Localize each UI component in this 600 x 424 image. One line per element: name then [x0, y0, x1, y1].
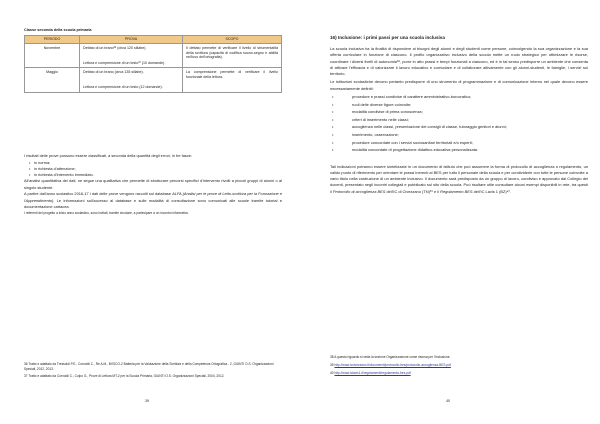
- cell-periodo: Novembre: [25, 44, 80, 68]
- list-item: • ruoli delle diverse figure coinvolte;: [352, 102, 588, 108]
- list-item: • in richiesta d'intervento immediato.: [34, 172, 282, 178]
- right-body-text: [330, 46, 588, 197]
- cell-prova: [80, 68, 183, 92]
- institutions-paragraph: Le istituzioni scolastiche devono pertanto predisporre di uno strumento di programmazione e di comunicazione interno nel quale devono essere necessariamente definiti:: [330, 79, 588, 91]
- prova-dettato: Dettato di un brano³⁶ (circa 120 sillabe).: [83, 46, 147, 50]
- list-item: • modalità condivise di prima conoscenza;: [352, 109, 588, 115]
- left-footnotes: [24, 362, 282, 382]
- list-item: • in norma;: [34, 160, 282, 166]
- prova-lettura: Lettura e comprensione di un testo³⁷ (10 domande).: [83, 60, 166, 65]
- list-item: • procedure e prassi condivise di carattere amministrativo-burocratico;: [352, 94, 588, 100]
- right-page: [300, 0, 600, 424]
- protocol-paragraph: Tali indicazioni potranno essere sintetizzate in un documento di istituto che può assumere la forma di protocollo di accoglienza o regolamento, un valido punto di riferimento per orientare le prassi inerenti ai BES per tutto il personale della scuola e per condividerle con tutte le persone coinvolte a vario titolo nella costruzione di un ambiente inclusivo. Il documento sarà predisposto da un gruppo di lavoro, condiviso e approvato dal Collegio dei docenti, presentato negli incontri collegiali e pubblicato sul sito della scuola. Può risultare utile consultare alcuni esempi disponibili in rete, tra questi il Protocollo di accoglienza BES dell'IC di Civezzano (TN)³⁹ e il Regolamento BES dell'IC Lavis 1 (BZ)⁴⁰.: [330, 163, 588, 194]
- footnote: 36 Tratto e adattato da Tressoldi P.E., Cornoldi C., Re A.M., BVSCO-2 Batteria per la Valutazione della Scrittura e della Competenza Ortografica - 2, GIUNTI O.S. Organizzazioni Speciali, 2012, 2013.: [24, 362, 274, 371]
- left-body-text: [24, 153, 282, 216]
- footnote-link[interactable]: http://www.iclavis1.it/regolamenti/regolamento-bes.pdf: [334, 371, 411, 376]
- cell-scopo: [183, 68, 282, 92]
- table-header-row: [25, 36, 282, 44]
- header-periodo: PERIODO: [25, 36, 80, 44]
- list-item: • criteri di inserimento nelle classi;: [352, 117, 588, 123]
- section-title: 16) Inclusione: i primi passi per una scuola inclusiva: [330, 35, 445, 40]
- cell-prova: [80, 44, 183, 68]
- analysis-paragraph: All'analisi quantitativa dei dati, ne segue una qualitativa che permette di strutturare percorsi specifici d'intervento rivolti a piccoli gruppi di alunni o al singolo studente.: [24, 178, 282, 190]
- list-item: • in richiesta d'attenzione;: [34, 166, 282, 172]
- page-number-right: 40: [446, 399, 450, 403]
- list-item: • inserimento, osservazione;: [352, 132, 588, 138]
- prova-lettura: Lettura e comprensione di un testo (12 domande).: [83, 85, 163, 90]
- right-footnotes: [330, 355, 588, 380]
- table-row: [25, 68, 282, 92]
- list-item: • accoglienza nelle classi, presentazione dei consigli di classe, tutoraggio genitori e alunni;: [352, 124, 588, 130]
- header-prova: PROVA: [80, 36, 183, 44]
- footnote: 39 http://www.iccivezzano.it/documenti/protocollo-bes/protocollo-accoglienza-BES.pdf: [330, 363, 451, 368]
- cell-periodo: Maggio: [25, 68, 80, 92]
- definitions-list: [330, 94, 588, 153]
- list-item: • modalità concordate di progettazione didattico-educativa personalizzata.: [352, 147, 588, 153]
- prova-dettato: Dettato di un brano (circa 135 sillabe).: [83, 70, 144, 75]
- footnote: 40 http://www.iclavis1.it/regolamenti/regolamento-bes.pdf: [330, 371, 411, 376]
- table-row: [25, 44, 282, 68]
- cell-scopo: [183, 44, 282, 68]
- footnote: 38 A questo riguardo si veda la sezione Organizzazione come risorsa per l'inclusione.: [330, 355, 451, 359]
- footnote: 37 Tratto e adattato da Cornoldi C., Colpo G., Prove di Lettura MT-2 per la Scuola Primaria, GIUNTI O.S. Organizzazioni Speciali, 2004, 2012.: [24, 374, 225, 379]
- intro-paragraph: I risultati delle prove possono essere classificati, a seconda della quantità degli errori, in tre fasce:: [24, 153, 193, 158]
- assessment-table: [24, 35, 282, 93]
- footnote-link[interactable]: http://www.iccivezzano.it/documenti/protocollo-bes/protocollo-accoglienza-BES.pdf: [334, 363, 451, 368]
- table-heading: Classe seconda della scuola primaria: [24, 28, 92, 32]
- inclusive-school-paragraph: La scuola inclusiva ha la finalità di rispondere ai bisogni degli alunni e degli studenti come persone, coinvolgendo la sua organizzazione e la sua offerta curricolare in funzione di ciascuno. Il profilo organizzativo inclusivo della scuola mette un ruolo strategico per ottimizzare le risorse, coordinare i diversi livelli di autonomia³⁸, porre in atto prassi e tempi funzionali a ciascuno, ed è in tal senso predisporre un ambiente che consenta di attivare l'efficacia e di valorizzare il lavoro educativo e curricolare e di collaborare attivamente con gli alunni-studenti, le famiglie, i servizi sul territorio.: [330, 46, 588, 77]
- page-number-left: 39: [145, 399, 149, 403]
- referent-note: I referenti del progetto a inizio anno scolastico, sono invitati, tramite circolare, a partecipare a un incontro informativo.: [24, 210, 189, 215]
- scopo-text: Il dettato permette di verificare il livello di strumentalità della scrittura (capacità di codifica suono-segno e abilità nell'uso dell'ortografia).: [186, 46, 278, 60]
- header-scopo: SCOPO: [183, 36, 282, 44]
- result-bands-list: [24, 160, 282, 179]
- list-item: • procedure concordate con i servizi sociosanitari territoriali e/o esperti;: [352, 140, 588, 146]
- database-paragraph: A partire dall'anno scolastico 2016-17 i dati delle prove vengono raccolti sul database ALFA (Analisi per le prove di Letto-scrittura per la Formazione e l'Apprendimento). Le informazioni sull'accesso al database e sulle modalità di consultazione sono comunicati alle scuole tramite tutorial e documentazione cartacea.: [24, 191, 282, 209]
- scopo-text: La comprensione permette di verificare il livello funzionale della lettura.: [186, 70, 278, 80]
